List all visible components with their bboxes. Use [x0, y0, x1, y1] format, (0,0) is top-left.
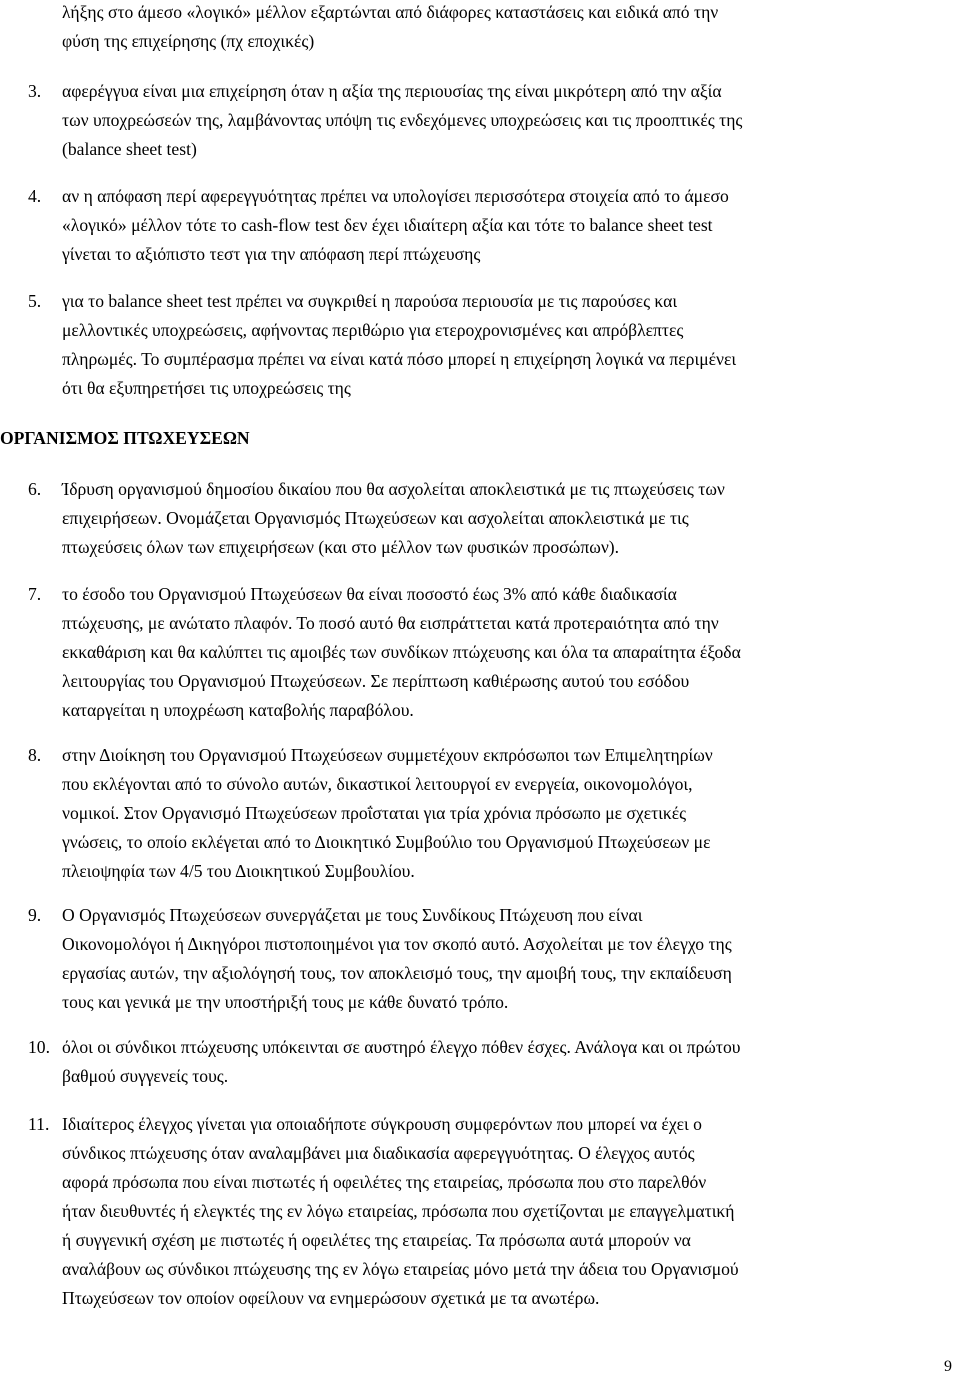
text-line: λειτουργίας του Οργανισμού Πτωχεύσεων. Σε περίπτωση καθιέρωσης αυτού του εσόδου: [62, 671, 690, 691]
text-line: γνώσεις, το οποίο εκλέγεται από το Διοικητικό Συμβούλιο του Οργανισμού Πτωχεύσεων με: [62, 832, 711, 852]
item-number: 9.: [28, 905, 42, 925]
item-number: 5.: [28, 291, 42, 311]
item-number: 10.: [28, 1037, 50, 1057]
section-heading: ΟΡΓΑΝΙΣΜΟΣ ΠΤΩΧΕΥΣΕΩΝ: [0, 428, 250, 448]
text-line: αναλάβουν ως σύνδικοι πτώχευσης της εν λόγω εταιρείας μόνο μετά την άδεια του Οργανισμού: [62, 1259, 739, 1279]
text-line: καταργείται η υποχρέωση καταβολής παραβόλου.: [62, 700, 414, 720]
text-line: Πτωχεύσεων τον οποίον οφείλουν να ενημερώσουν σχετικά με τα ανωτέρω.: [62, 1288, 600, 1308]
continuation-paragraph: [62, 0, 718, 56]
text-line: νομικοί. Στον Οργανισμό Πτωχεύσεων προΐσταται για τρία χρόνια πρόσωπο με σχετικές: [62, 803, 687, 823]
item-text: [62, 580, 741, 725]
text-line: πληρωμές. Το συμπέρασμα πρέπει να είναι κατά πόσο μπορεί η επιχείρηση λογικά να περιμένει: [62, 349, 737, 369]
text-line: πτωχεύσεις όλων των επιχειρήσεων (και στο μέλλον των φυσικών προσώπων).: [62, 537, 620, 557]
text-line: αφερέγγυα είναι μια επιχείρηση όταν η αξία της περιουσίας της είναι μικρότερη από την αξία: [62, 81, 722, 101]
text-line: όλοι οι σύνδικοι πτώχευσης υπόκεινται σε αυστηρό έλεγχο πόθεν έσχες. Ανάλογα και οι πρώτου: [62, 1037, 741, 1057]
text-line: επιχειρήσεων. Ονομάζεται Οργανισμός Πτωχεύσεων και ασχολείται αποκλειστικά με τις: [62, 508, 689, 528]
text-line: σύνδικος πτώχευσης όταν αναλαμβάνει μια διαδικασία αφερεγγυότητας. Ο έλεγχος αυτός: [62, 1143, 695, 1163]
text-line: Οικονομολόγοι ή Δικηγόροι πιστοποιημένοι για τον σκοπό αυτό. Ασχολείται με τον έλεγχο της: [62, 934, 732, 954]
text-line: αφορά πρόσωπα που είναι πιστωτές ή οφειλέτες της εταιρείας, πρόσωπα που στο παρελθόν: [62, 1172, 707, 1192]
text-line: γίνεται το αξιόπιστο τεστ για την απόφαση περί πτώχευσης: [62, 244, 481, 264]
item-text: [62, 901, 732, 1017]
text-line: το έσοδο του Οργανισμού Πτωχεύσεων θα είναι ποσοστό έως 3% από κάθε διαδικασία: [62, 584, 677, 604]
text-line: που εκλέγονται από το σύνολο αυτών, δικαστικοί λειτουργοί εν ενεργεία, οικονομολόγοι,: [62, 774, 693, 794]
text-line: μελλοντικές υποχρεώσεις, αφήνοντας περιθώριο για ετεροχρονισμένες και απρόβλεπτες: [62, 320, 684, 340]
text-line: ότι θα εξυπηρετήσει τις υποχρεώσεις της: [62, 378, 351, 398]
item-text: [62, 77, 742, 164]
item-number: 6.: [28, 479, 42, 499]
text-line: φύση της επιχείρησης (πχ εποχικές): [62, 31, 315, 51]
text-line: Ο Οργανισμός Πτωχεύσεων συνεργάζεται με τους Συνδίκους Πτώχευση που είναι: [62, 905, 643, 925]
item-number: 3.: [28, 81, 42, 101]
text-line: ή συγγενική σχέση με πιστωτές ή οφειλέτες της εταιρείας. Τα πρόσωπα αυτά μπορούν να: [62, 1230, 691, 1250]
text-line: για το balance sheet test πρέπει να συγκριθεί η παρούσα περιουσία με τις παρούσες και: [62, 291, 678, 311]
item-number: 11.: [28, 1114, 50, 1134]
text-line: βαθμού συγγενείς τους.: [62, 1066, 229, 1086]
text-line: των υποχρεώσεών της, λαμβάνοντας υπόψη τις ενδεχόμενες υποχρεώσεις και τις προοπτικές της: [62, 110, 743, 130]
text-line: λήξης στο άμεσο «λογικό» μέλλον εξαρτώνται από διάφορες καταστάσεις και ειδικά από την: [62, 2, 719, 22]
item-text: [62, 182, 729, 269]
text-line: Ιδιαίτερος έλεγχος γίνεται για οποιαδήποτε σύγκρουση συμφερόντων που μπορεί να έχει ο: [62, 1114, 702, 1134]
text-line: τους και γενικά με την υποστήριξή τους με κάθε δυνατό τρόπο.: [62, 992, 509, 1012]
text-line: «λογικό» μέλλον τότε το cash-flow test δεν έχει ιδιαίτερη αξία και τότε το balance sheet test: [62, 215, 713, 235]
text-line: (balance sheet test): [62, 139, 197, 159]
item-text: [62, 741, 713, 886]
item-text: [62, 1033, 740, 1091]
page-number: 9: [944, 1358, 952, 1375]
text-line: πλειοψηφία των 4/5 του Διοικητικού Συμβουλίου.: [62, 861, 415, 881]
item-text: [62, 1110, 739, 1313]
item-text: [62, 475, 725, 562]
text-line: Ίδρυση οργανισμού δημοσίου δικαίου που θα ασχολείται αποκλειστικά με τις πτωχεύσεις των: [62, 479, 725, 499]
item-number: 8.: [28, 745, 42, 765]
item-text: [62, 287, 736, 403]
text-line: ήταν διευθυντές ή ελεγκτές της εν λόγω εταιρείας, πρόσωπα που σχετίζονται με επαγγελματική: [62, 1201, 735, 1221]
text-line: εργασίας αυτών, την αξιολόγησή τους, τον αποκλεισμό τους, την αμοιβή τους, την εκπαίδευση: [62, 963, 732, 983]
text-line: στην Διοίκηση του Οργανισμού Πτωχεύσεων συμμετέχουν εκπρόσωποι των Επιμελητηρίων: [62, 745, 713, 765]
text-line: εκκαθάριση και θα καλύπτει τις αμοιβές των συνδίκων πτώχευσης και όλα τα απαραίτητα έξοδα: [62, 642, 741, 662]
item-number: 4.: [28, 186, 42, 206]
text-line: αν η απόφαση περί αφερεγγυότητας πρέπει να υπολογίσει περισσότερα στοιχεία από το άμεσο: [62, 186, 729, 206]
item-number: 7.: [28, 584, 42, 604]
text-line: πτώχευσης, με ανώτατο πλαφόν. Το ποσό αυτό θα εισπράττεται κατά προτεραιότητα από την: [62, 613, 719, 633]
